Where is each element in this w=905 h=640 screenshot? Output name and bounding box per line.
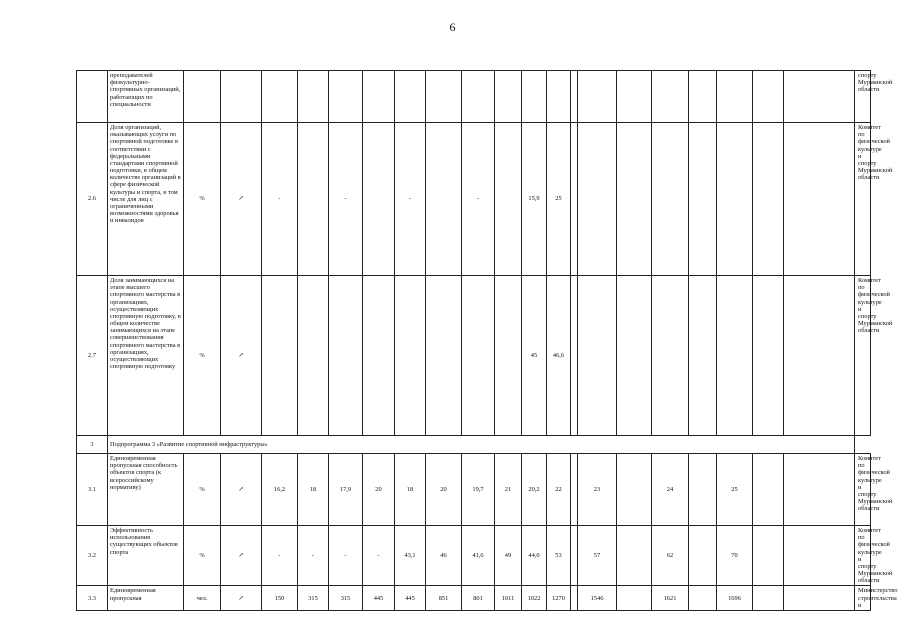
value-cell xyxy=(495,123,522,276)
value-cell xyxy=(426,123,462,276)
value-cell xyxy=(462,71,495,123)
indicator-name: Доля занимающихся на этапе высшего спортивного мастерства в организациях, осуществляющих спортивную подготовку, в общем количестве занимающихся на этапе совершенствования спортивного мастерства в организациях, осуществляющих спортивную подготовку xyxy=(108,276,184,436)
value-cell: - xyxy=(329,526,363,586)
value-cell xyxy=(753,123,784,276)
value-cell xyxy=(689,276,717,436)
value-cell: 24 xyxy=(652,454,689,526)
value-cell xyxy=(363,71,395,123)
trend-sign: ↗ xyxy=(221,276,262,436)
indicator-name: Единовременная пропускная способность объектов спорта (к всероссийскому нормативу) xyxy=(108,454,184,526)
trend-sign: ↗ xyxy=(221,526,262,586)
value-cell: 445 xyxy=(395,586,426,611)
value-cell: 445 xyxy=(363,586,395,611)
value-cell: 20,2 xyxy=(522,454,547,526)
value-cell xyxy=(753,276,784,436)
value-cell xyxy=(717,276,753,436)
value-cell xyxy=(617,71,652,123)
unit-cell: % xyxy=(184,123,221,276)
section-header-row xyxy=(77,436,871,454)
page-number: 6 xyxy=(449,20,456,34)
value-cell xyxy=(617,276,652,436)
trend-sign: ↗ xyxy=(221,586,262,611)
value-cell xyxy=(298,123,329,276)
table-row xyxy=(77,276,871,436)
row-number: 3.1 xyxy=(77,454,108,526)
value-cell xyxy=(617,526,652,586)
value-cell: 53 xyxy=(547,526,571,586)
value-cell xyxy=(426,71,462,123)
row-number xyxy=(77,71,108,123)
value-cell xyxy=(617,586,652,611)
indicator-name: Эффективность использования существующих объектов спорта xyxy=(108,526,184,586)
value-cell xyxy=(462,276,495,436)
value-cell xyxy=(522,71,547,123)
value-cell xyxy=(617,454,652,526)
value-cell xyxy=(571,123,578,276)
value-cell: 16,2 xyxy=(262,454,298,526)
row-number: 3.3 xyxy=(77,586,108,611)
value-cell xyxy=(571,71,578,123)
indicator-name: преподавателей физкультурно-спортивных организаций, работающих по специальности xyxy=(108,71,184,123)
value-cell xyxy=(753,71,784,123)
value-cell xyxy=(689,123,717,276)
value-cell xyxy=(578,71,617,123)
value-cell: 46 xyxy=(426,526,462,586)
value-cell: 315 xyxy=(298,586,329,611)
table-row xyxy=(77,71,871,123)
value-cell xyxy=(495,71,522,123)
value-cell xyxy=(784,454,855,526)
value-cell xyxy=(262,71,298,123)
value-cell: 1011 xyxy=(495,586,522,611)
row-number: 3.2 xyxy=(77,526,108,586)
value-cell: 1696 xyxy=(717,586,753,611)
value-cell: 41,6 xyxy=(462,526,495,586)
row-number: 2.7 xyxy=(77,276,108,436)
value-cell: 851 xyxy=(426,586,462,611)
value-cell xyxy=(571,454,578,526)
value-cell xyxy=(689,586,717,611)
value-cell xyxy=(689,454,717,526)
table-row xyxy=(77,526,871,586)
value-cell: 17,9 xyxy=(329,454,363,526)
value-cell: 20 xyxy=(426,454,462,526)
value-cell xyxy=(495,276,522,436)
value-cell: - xyxy=(262,123,298,276)
responsible-cell: Комитет по физической культуре и спорту Мурманской области xyxy=(855,454,871,526)
value-cell: 15,9 xyxy=(522,123,547,276)
responsible-cell: Комитет по физической культуре и спорту Мурманской области xyxy=(855,276,871,436)
unit-cell: чел. xyxy=(184,586,221,611)
value-cell xyxy=(784,276,855,436)
value-cell: 18 xyxy=(298,454,329,526)
value-cell xyxy=(395,71,426,123)
value-cell: 23 xyxy=(578,454,617,526)
value-cell: 25 xyxy=(547,123,571,276)
indicators-table xyxy=(76,70,898,611)
value-cell xyxy=(784,526,855,586)
value-cell xyxy=(753,586,784,611)
value-cell xyxy=(689,526,717,586)
value-cell xyxy=(571,276,578,436)
unit-cell: % xyxy=(184,276,221,436)
trend-sign xyxy=(221,71,262,123)
value-cell xyxy=(329,276,363,436)
value-cell: 49 xyxy=(495,526,522,586)
value-cell: 43,1 xyxy=(395,526,426,586)
responsible-cell: Комитет по физической культуре и спорту Мурманской области xyxy=(855,526,871,586)
responsible-cell: Комитет по физической культуре и спорту Мурманской области xyxy=(855,123,871,276)
unit-cell xyxy=(184,71,221,123)
value-cell: 19,7 xyxy=(462,454,495,526)
trend-sign: ↗ xyxy=(221,454,262,526)
value-cell xyxy=(753,526,784,586)
responsible-cell: Министерство строительства и xyxy=(855,586,871,611)
value-cell: - xyxy=(262,526,298,586)
value-cell xyxy=(717,123,753,276)
trend-sign: ↗ xyxy=(221,123,262,276)
value-cell xyxy=(571,526,578,586)
value-cell xyxy=(571,586,578,611)
value-cell: 1546 xyxy=(578,586,617,611)
value-cell: 315 xyxy=(329,586,363,611)
value-cell: 1022 xyxy=(522,586,547,611)
value-cell xyxy=(578,276,617,436)
section-number: 3 xyxy=(77,436,108,454)
unit-cell: % xyxy=(184,526,221,586)
value-cell xyxy=(363,123,395,276)
value-cell: - xyxy=(395,123,426,276)
table-row xyxy=(77,123,871,276)
value-cell: 46,6 xyxy=(547,276,571,436)
value-cell xyxy=(784,586,855,611)
table-row xyxy=(77,454,871,526)
value-cell: 62 xyxy=(652,526,689,586)
value-cell xyxy=(395,276,426,436)
value-cell: 25 xyxy=(717,454,753,526)
value-cell: 22 xyxy=(547,454,571,526)
value-cell xyxy=(617,123,652,276)
value-cell: - xyxy=(298,526,329,586)
section-title: Подпрограмма 3 «Развитие спортивной инфраструктуры» xyxy=(108,436,855,454)
value-cell xyxy=(262,276,298,436)
value-cell: - xyxy=(363,526,395,586)
value-cell xyxy=(298,71,329,123)
value-cell xyxy=(753,454,784,526)
value-cell: 21 xyxy=(495,454,522,526)
value-cell xyxy=(329,71,363,123)
unit-cell: % xyxy=(184,454,221,526)
value-cell xyxy=(426,276,462,436)
value-cell: - xyxy=(462,123,495,276)
value-cell xyxy=(717,71,753,123)
responsible-cell: спорту Мурманской области xyxy=(855,71,871,123)
value-cell: 44,0 xyxy=(522,526,547,586)
value-cell xyxy=(363,276,395,436)
value-cell xyxy=(689,71,717,123)
indicator-name: Доля организаций, оказывающих услуги по спортивной подготовке в соответствии с федеральными стандартами спортивной подготовки, в общем количестве организаций в сфере физической культуры и спорта, в том числе для лиц с ограниченными возможностями здоровья и инвалидов xyxy=(108,123,184,276)
value-cell: 1621 xyxy=(652,586,689,611)
value-cell xyxy=(652,123,689,276)
value-cell: - xyxy=(329,123,363,276)
table-row xyxy=(77,586,871,611)
row-number: 2.6 xyxy=(77,123,108,276)
value-cell: 70 xyxy=(717,526,753,586)
value-cell: 57 xyxy=(578,526,617,586)
value-cell: 45 xyxy=(522,276,547,436)
value-cell: 150 xyxy=(262,586,298,611)
value-cell xyxy=(652,71,689,123)
value-cell xyxy=(784,71,855,123)
value-cell: 801 xyxy=(462,586,495,611)
value-cell: 18 xyxy=(395,454,426,526)
value-cell: 20 xyxy=(363,454,395,526)
value-cell xyxy=(578,123,617,276)
value-cell xyxy=(547,71,571,123)
value-cell: 1270 xyxy=(547,586,571,611)
indicator-name: Единовременная пропускная xyxy=(108,586,184,611)
value-cell xyxy=(784,123,855,276)
value-cell xyxy=(298,276,329,436)
value-cell xyxy=(652,276,689,436)
